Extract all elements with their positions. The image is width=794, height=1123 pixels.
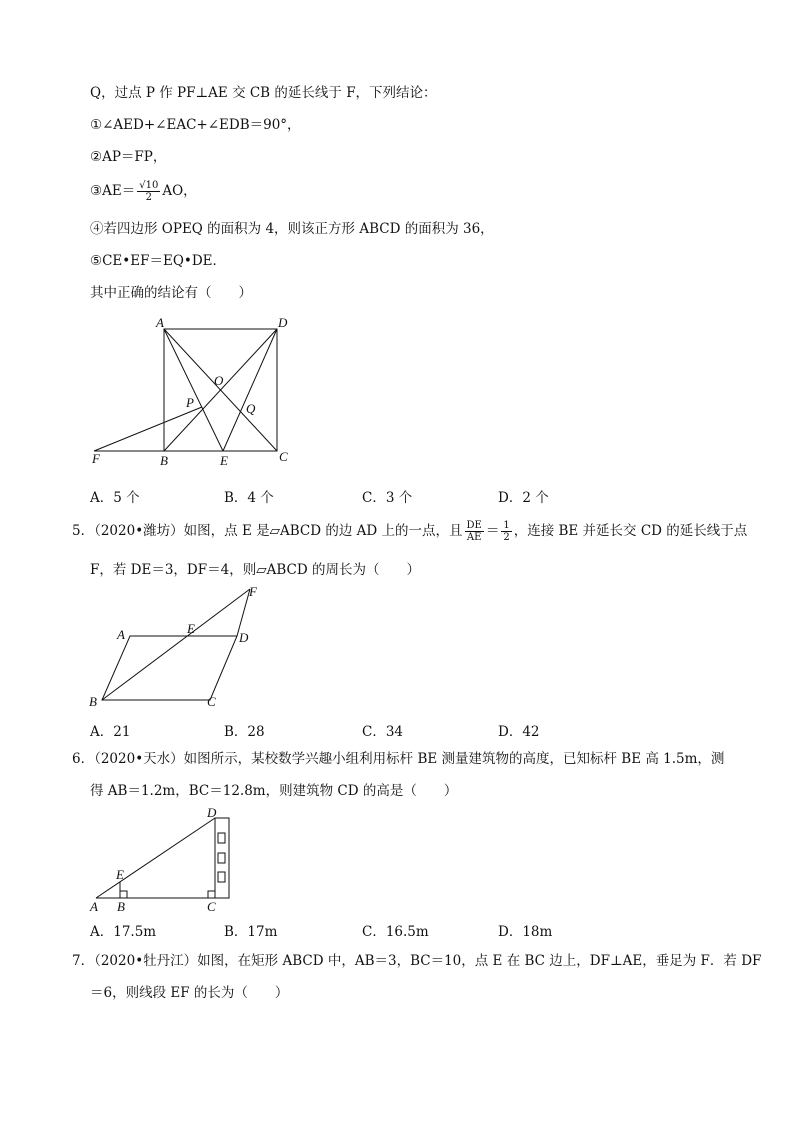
q4-conclusion-5: ⑤CE•EF＝EQ•DE． bbox=[90, 253, 227, 269]
label-e: E bbox=[220, 453, 228, 468]
q5-line-1: 5．（2020•潍坊）如图，点 E 是▱ABCD 的边 AD 上的一点，且 $\frac{DE}{AE}$ ＝ $\frac{1}{2}$ ，连接 BE 并延长交 CD 的延长线于点 bbox=[72, 520, 748, 543]
sqrt10-over-2-fraction: $\frac{√10}{2}$ bbox=[139, 180, 159, 203]
q4-option-a[interactable]: A．5 个 bbox=[90, 490, 140, 506]
q6-option-b[interactable]: B．17m bbox=[224, 924, 278, 940]
building-window bbox=[218, 872, 225, 882]
q4-conclusion-2: ②AP＝FP， bbox=[90, 149, 167, 165]
label-c: C bbox=[207, 899, 216, 914]
label-b: B bbox=[89, 694, 97, 709]
label-b: B bbox=[160, 453, 168, 468]
q4-conclusion-1: ①∠AED+∠EAC+∠EDB＝90°， bbox=[90, 117, 301, 133]
q5-option-b[interactable]: B．28 bbox=[224, 724, 265, 740]
q6-option-a[interactable]: A．17.5m bbox=[90, 924, 157, 940]
parallelogram-abcd bbox=[102, 636, 237, 700]
q5-option-a[interactable]: A．21 bbox=[90, 724, 131, 740]
label-o: O bbox=[214, 373, 224, 388]
de-over-ae-fraction: $\frac{DE}{AE}$ bbox=[466, 520, 482, 543]
q4-option-b[interactable]: B．4 个 bbox=[224, 490, 274, 506]
right-angle-c bbox=[208, 891, 215, 898]
segment-bf bbox=[102, 589, 250, 700]
q4-option-c[interactable]: C．3 个 bbox=[362, 490, 413, 506]
label-b: B bbox=[117, 899, 125, 914]
q6-option-d[interactable]: D．18m bbox=[498, 924, 553, 940]
label-d: D bbox=[278, 315, 288, 330]
label-e: E bbox=[187, 621, 195, 636]
building-window bbox=[218, 853, 225, 863]
q5-line-2: F，若 DE＝3，DF＝4，则▱ABCD 的周长为（ ） bbox=[90, 562, 420, 578]
q6-building-figure bbox=[84, 806, 254, 916]
label-f: F bbox=[249, 584, 257, 599]
label-c: C bbox=[279, 449, 288, 464]
label-p: P bbox=[186, 395, 194, 410]
label-a: A bbox=[90, 899, 98, 914]
label-e: E bbox=[116, 867, 124, 882]
q6-option-c[interactable]: C．16.5m bbox=[362, 924, 429, 940]
q6-line-1: 6．（2020•天水）如图所示，某校数学兴趣小组利用标杆 BE 测量建筑物的高度，已知标杆 BE 高 1.5m，测 bbox=[72, 751, 725, 767]
sight-line-ad bbox=[96, 818, 215, 898]
label-c: C bbox=[207, 694, 216, 709]
label-a: A bbox=[156, 315, 164, 330]
right-angle-b bbox=[120, 891, 127, 898]
label-q: Q bbox=[246, 401, 256, 416]
q4-conclusion-4: ④若四边形 OPEQ 的面积为 4，则该正方形 ABCD 的面积为 36， bbox=[90, 221, 494, 237]
q7-line-2: ＝6，则线段 EF 的长为（ ） bbox=[90, 985, 289, 1001]
q5-parallelogram-figure bbox=[84, 584, 264, 710]
q4-option-d[interactable]: D．2 个 bbox=[498, 490, 549, 506]
q5-option-c[interactable]: C．34 bbox=[362, 724, 404, 740]
label-a: A bbox=[117, 627, 125, 642]
q4-conclusion-3: ③AE＝ $\frac{√10}{2}$ AO， bbox=[90, 180, 197, 203]
q5-option-d[interactable]: D．42 bbox=[498, 724, 540, 740]
building-window bbox=[218, 833, 225, 843]
one-half-fraction: $\frac{1}{2}$ bbox=[503, 520, 510, 543]
q4-square-figure bbox=[80, 315, 320, 475]
q4-intro: Q，过点 P 作 PF⊥AE 交 CB 的延长线于 F，下列结论： bbox=[90, 85, 437, 101]
segment-fp bbox=[94, 407, 202, 451]
segment-ae bbox=[164, 329, 223, 451]
q7-line-1: 7．（2020•牡丹江）如图，在矩形 ABCD 中，AB＝3，BC＝10，点 E 在 BC 边上，DF⊥AE，垂足为 F．若 DF bbox=[72, 953, 762, 969]
label-f: F bbox=[92, 451, 100, 466]
q6-line-2: 得 AB＝1.2m，BC＝12.8m，则建筑物 CD 的高是（ ） bbox=[90, 783, 458, 799]
segment-de bbox=[223, 329, 277, 451]
q4-question: 其中正确的结论有（ ） bbox=[90, 285, 252, 301]
label-d: D bbox=[207, 806, 217, 820]
label-d: D bbox=[239, 630, 249, 645]
building-cd bbox=[215, 818, 229, 898]
